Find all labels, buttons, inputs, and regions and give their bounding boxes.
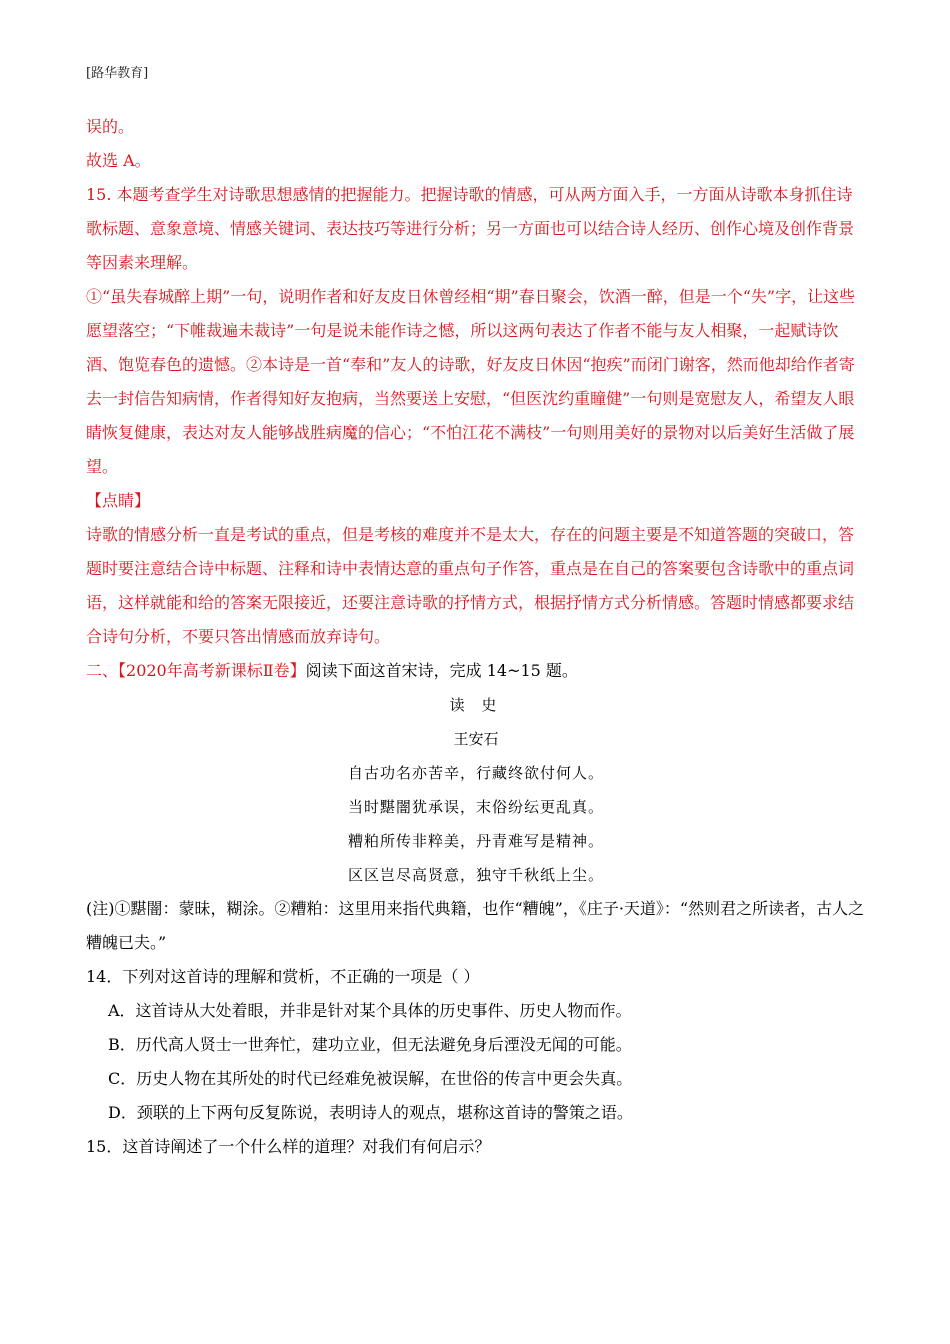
section-instruction: 阅读下面这首宋诗，完成 14~15 题。 — [305, 661, 578, 680]
answer-choice: 故选 A。 — [86, 151, 151, 170]
poem-line: 区区岂尽高贤意，独守千秋纸上尘。 — [347, 866, 604, 884]
question-14-option-d: D．颈联的上下两句反复陈说，表明诗人的观点，堪称这首诗的警策之语。 — [108, 1103, 633, 1122]
question-14-option-a: A．这首诗从大处着眼，并非是针对某个具体的历史事件、历史人物而作。 — [108, 1001, 632, 1020]
poem-note: (注)①黮闇：蒙昧，糊涂。②糟粕：这里用来指代典籍，也作“糟魄”，《庄子·天道》：“然则君之所读者，古人之糟魄已夫。” — [86, 899, 865, 952]
section-source: 【2020年高考新课标Ⅱ卷】 — [118, 661, 306, 680]
section-two-heading — [86, 654, 866, 688]
answer-paragraph-15: 15. 本题考查学生对诗歌思想感情的把握能力。把握诗歌的情感，可从两方面入手，一方面从诗歌本身抓住诗歌标题、意象意境、情感关键词、表达技巧等进行分析；另一方面也可以结合诗人经历、创作心境及创作背景等因素来理解。 — [86, 185, 855, 272]
answer-analysis: ①“虽失春城醉上期”一句，说明作者和好友皮日休曾经相“期”春日聚会，饮酒一醉，但是一个“失”字，让这些愿望落空；“下帷裁遍未裁诗”一句是说未能作诗之憾，所以这两句表达了作者不能与友人相聚，一起赋诗饮酒、饱览春色的遗憾。②本诗是一首“奉和”友人的诗歌，好友皮日休因“抱疾”而闭门谢客，然而他却给作者寄去一封信告知病情，作者得知好友抱病，当然要送上安慰，“但医沈约重瞳健”一句则是宽慰友人，希望友人眼睛恢复健康，表达对友人能够战胜病魔的信心；“不怕江花不满枝”一句则用美好的景物对以后美好生活做了展望。 — [86, 287, 856, 476]
poem-title: 读 史 — [449, 696, 503, 714]
answer-paragraph: 误的。 — [86, 117, 135, 136]
question-14-stem: 14．下列对这首诗的理解和赏析，不正确的一项是（ ） — [86, 967, 480, 986]
question-14-option-c: C．历史人物在其所处的时代已经难免被误解，在世俗的传言中更会失真。 — [108, 1069, 633, 1088]
dianjing-heading: 【点睛】 — [86, 491, 151, 510]
poem-line: 当时黮闇犹承误，末俗纷纭更乱真。 — [347, 798, 604, 816]
poem-author: 王安石 — [453, 730, 499, 748]
section-prefix: 二、 — [86, 661, 119, 680]
document-body — [86, 110, 866, 1164]
dianjing-paragraph: 诗歌的情感分析一直是考试的重点，但是考核的难度并不是太大，存在的问题主要是不知道答题的突破口，答题时要注意结合诗中标题、注释和诗中表情达意的重点句子作答，重点是在自己的答案要包含诗歌中的重点词语，这样就能和给的答案无限接近，还要注意诗歌的抒情方式，根据抒情方式分析情感。答题时情感都要求结合诗句分析，不要只答出情感而放弃诗句。 — [86, 525, 855, 646]
poem-line: 自古功名亦苦辛，行藏终欲付何人。 — [347, 764, 604, 782]
question-15-stem: 15．这首诗阐述了一个什么样的道理？对我们有何启示？ — [86, 1137, 491, 1156]
page-header: [路华教育] — [86, 66, 149, 81]
poem-line: 糟粕所传非粹美，丹青难写是精神。 — [347, 832, 604, 850]
question-14-option-b: B．历代高人贤士一世奔忙，建功立业，但无法避免身后湮没无闻的可能。 — [108, 1035, 632, 1054]
